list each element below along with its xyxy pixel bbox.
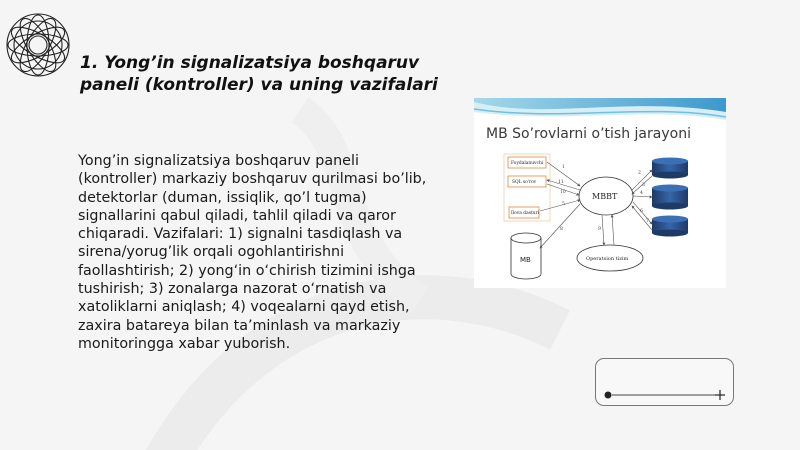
center-node-mbbt: [579, 177, 633, 215]
edge-number: 2: [638, 171, 641, 176]
edge-number: 9: [598, 227, 601, 232]
right-db-1: [652, 158, 688, 179]
left-box-sql-label: SQL so'rov: [512, 180, 537, 185]
left-box-sql: [508, 176, 546, 187]
edge-number: 5: [562, 202, 565, 207]
media-control-graphic: [596, 359, 733, 405]
right-db-2: [652, 185, 688, 210]
edge-number: 11: [558, 180, 564, 185]
edge-number: 1: [562, 165, 565, 170]
edge-number: 3: [642, 183, 645, 188]
edge-number: 7: [646, 219, 649, 224]
figure-title: MB So’rovlarni o’tish jarayoni: [486, 126, 691, 142]
edge-number: 10: [560, 190, 566, 195]
bottom-node-label: Operatsion tizim: [586, 256, 629, 262]
circular-rosette-icon: [3, 3, 73, 87]
edge-number: 8: [560, 227, 563, 232]
plus-icon[interactable]: [715, 390, 725, 400]
left-box-app-label: Ilova dasturi: [511, 211, 540, 216]
bottom-node-os: [577, 245, 643, 271]
slide-title: 1. Yong’in signalizatsiya boshqaruv paneli (kontroller) va uning vazifalari: [80, 53, 438, 95]
play-dot-icon[interactable]: [605, 392, 612, 399]
db-label: MB: [520, 256, 531, 264]
media-control-box[interactable]: [595, 358, 734, 406]
edge-number: 6: [640, 209, 643, 214]
left-box-user: [508, 157, 546, 168]
flow-diagram: [474, 98, 726, 288]
right-db-3: [652, 216, 688, 237]
left-box-user-label: Foydalanuvchi: [511, 161, 544, 166]
slide-body-text: Yong’in signalizatsiya boshqaruv paneli (kontroller) markaziy boshqaruv qurilmasi bo’lib, detektorlar (duman, issiqlik, qo’l tugma) signallarini qabul qiladi, tahlil qiladi va qaror chiqaradi. Vazifalari: 1) signalni tasdiqlash va sirena/yorug’lik orqali ogohlantirishni faollashtirish; 2) yong‘in o‘chirish tizimini ishga tushirish; 3) zonalarga nazorat o‘rnatish va xatoliklarni aniqlash; 4) voqealarni qayd etish, zaxira batareya bilan ta’minlash va markaziy monitoringga xabar yuborish.: [78, 153, 427, 352]
process-diagram-image: [474, 98, 726, 288]
db-cylinder-mb: [511, 233, 541, 279]
edge-number: 4: [640, 191, 643, 196]
center-node-label: MBBT: [592, 192, 618, 201]
left-box-app: [509, 207, 540, 218]
